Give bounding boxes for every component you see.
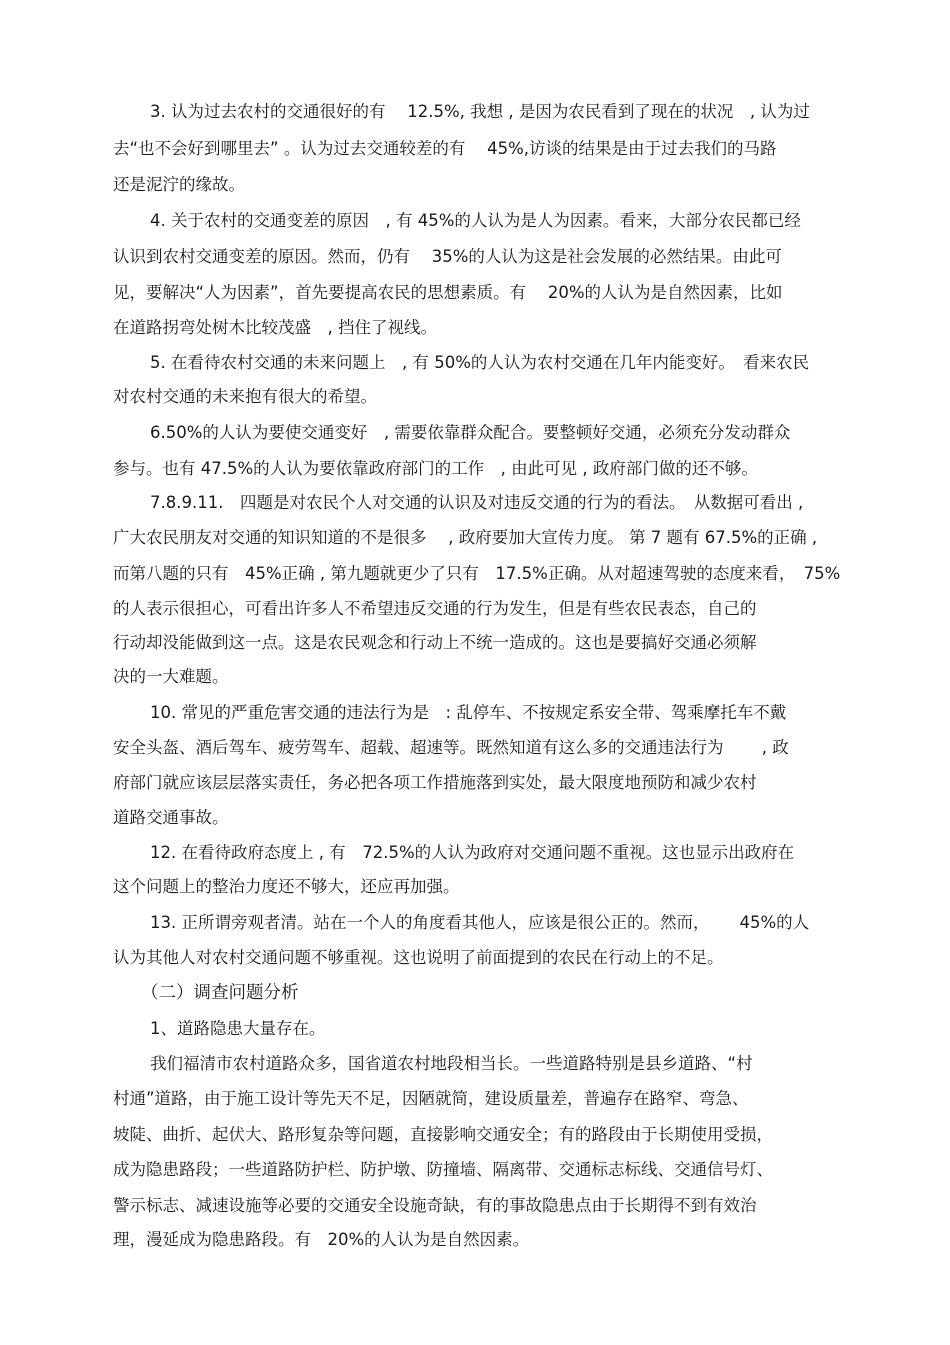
text-line: 在道路拐弯处树木比较茂盛 , 挡住了视线。: [113, 318, 437, 337]
text-line: 3. 认为过去农村的交通很好的有 12.5%, 我想 , 是因为农民看到了现在的状况 , 认为过: [150, 102, 810, 121]
text-line: 成为隐患路段；一些道路防护栏、防护墩、防撞墙、隔离带、交通标志标线、交通信号灯、: [113, 1160, 773, 1179]
text-line: 广大农民朋友对交通的知识知道的不是很多 , 政府要加大宣传力度。 第 7 题有 67.5%的正确 ,: [113, 528, 818, 547]
text-line: 对农村交通的未来抱有很大的希望。: [113, 387, 377, 406]
text-line: 12. 在看待政府态度上 , 有 72.5%的人认为政府对交通问题不重视。这也显示出政府在: [150, 843, 795, 862]
text-line: 行动却没能做到这一点。这是农民观念和行动上不统一造成的。这也是要搞好交通必须解: [113, 633, 757, 652]
text-line: 而第八题的只有 45%正确 , 第九题就更少了只有 17.5%正确。从对超速驾驶的态度来看， 75%: [113, 564, 841, 583]
text-line: 道路交通事故。: [113, 808, 229, 827]
text-line: 的人表示很担心，可看出许多人不希望违反交通的行为发生，但是有些农民表态，自己的: [113, 599, 757, 618]
text-line: 13. 正所谓旁观者清。站在一个人的角度看其他人，应该是很公正的。然而， 45%的人: [150, 913, 810, 932]
text-line: 5. 在看待农村交通的未来问题上 , 有 50%的人认为农村交通在几年内能变好。 看来农民: [150, 353, 810, 372]
text-line: 这个问题上的整治力度还不够大，还应再加强。: [113, 877, 460, 896]
text-line: 见，要解决“人为因素”，首先要提高农民的思想素质。有 20%的人认为是自然因素，比如: [113, 283, 783, 302]
text-line: 参与。也有 47.5%的人认为要依靠政府部门的工作 , 由此可见 , 政府部门做的还不够。: [113, 459, 758, 478]
text-line: 警示标志、减速设施等必要的交通安全设施奇缺，有的事故隐患点由于长期得不到有效治: [113, 1196, 757, 1215]
text-line: 7.8.9.11. 四题是对农民个人对交通的认识及对违反交通的行为的看法。 从数据可看出 ,: [150, 493, 804, 512]
text-line: 认识到农村交通变差的原因。然而，仍有 35%的人认为这是社会发展的必然结果。由此可: [113, 247, 782, 266]
text-line: 村通”道路，由于施工设计等先天不足，因陋就简，建设质量差，普遍存在路窄、弯急、: [113, 1089, 749, 1108]
text-line: 4. 关于农村的交通变差的原因 , 有 45%的人认为是人为因素。看来，大部分农民都已经: [150, 211, 801, 230]
text-line: 我们福清市农村道路众多，国省道农村地段相当长。一些道路特别是县乡道路、“村: [150, 1054, 753, 1073]
section-heading: （二）调查问题分析: [141, 983, 299, 1003]
text-line: 10. 常见的严重危害交通的违法行为是 : 乱停车、不按规定系安全带、驾乘摩托车不戴: [150, 703, 787, 722]
text-line: 去“也不会好到哪里去” 。认为过去交通较差的有 45%,访谈的结果是由于过去我们的马路: [113, 139, 777, 158]
subsection-heading: 1、道路隐患大量存在。: [150, 1019, 326, 1038]
text-line: 府部门就应该层层落实责任，务必把各项工作措施落到实处，最大限度地预防和减少农村: [113, 773, 757, 792]
text-line: 认为其他人对农村交通问题不够重视。这也说明了前面提到的农民在行动上的不足。: [113, 948, 724, 967]
text-line: 安全头盔、酒后驾车、疲劳驾车、超载、超速等。既然知道有这么多的交通违法行为 , 政: [113, 738, 789, 757]
text-line: 决的一大难题。: [113, 667, 229, 686]
text-line: 还是泥泞的缘故。: [113, 175, 245, 194]
text-line: 坡陡、曲折、起伏大、路形复杂等问题，直接影响交通安全；有的路段由于长期使用受损，: [113, 1125, 773, 1144]
text-line: 理，漫延成为隐患路段。有 20%的人认为是自然因素。: [113, 1230, 530, 1249]
text-line: 6.50%的人认为要使交通变好 , 需要依靠群众配合。要整顿好交通，必须充分发动群众: [150, 423, 791, 442]
